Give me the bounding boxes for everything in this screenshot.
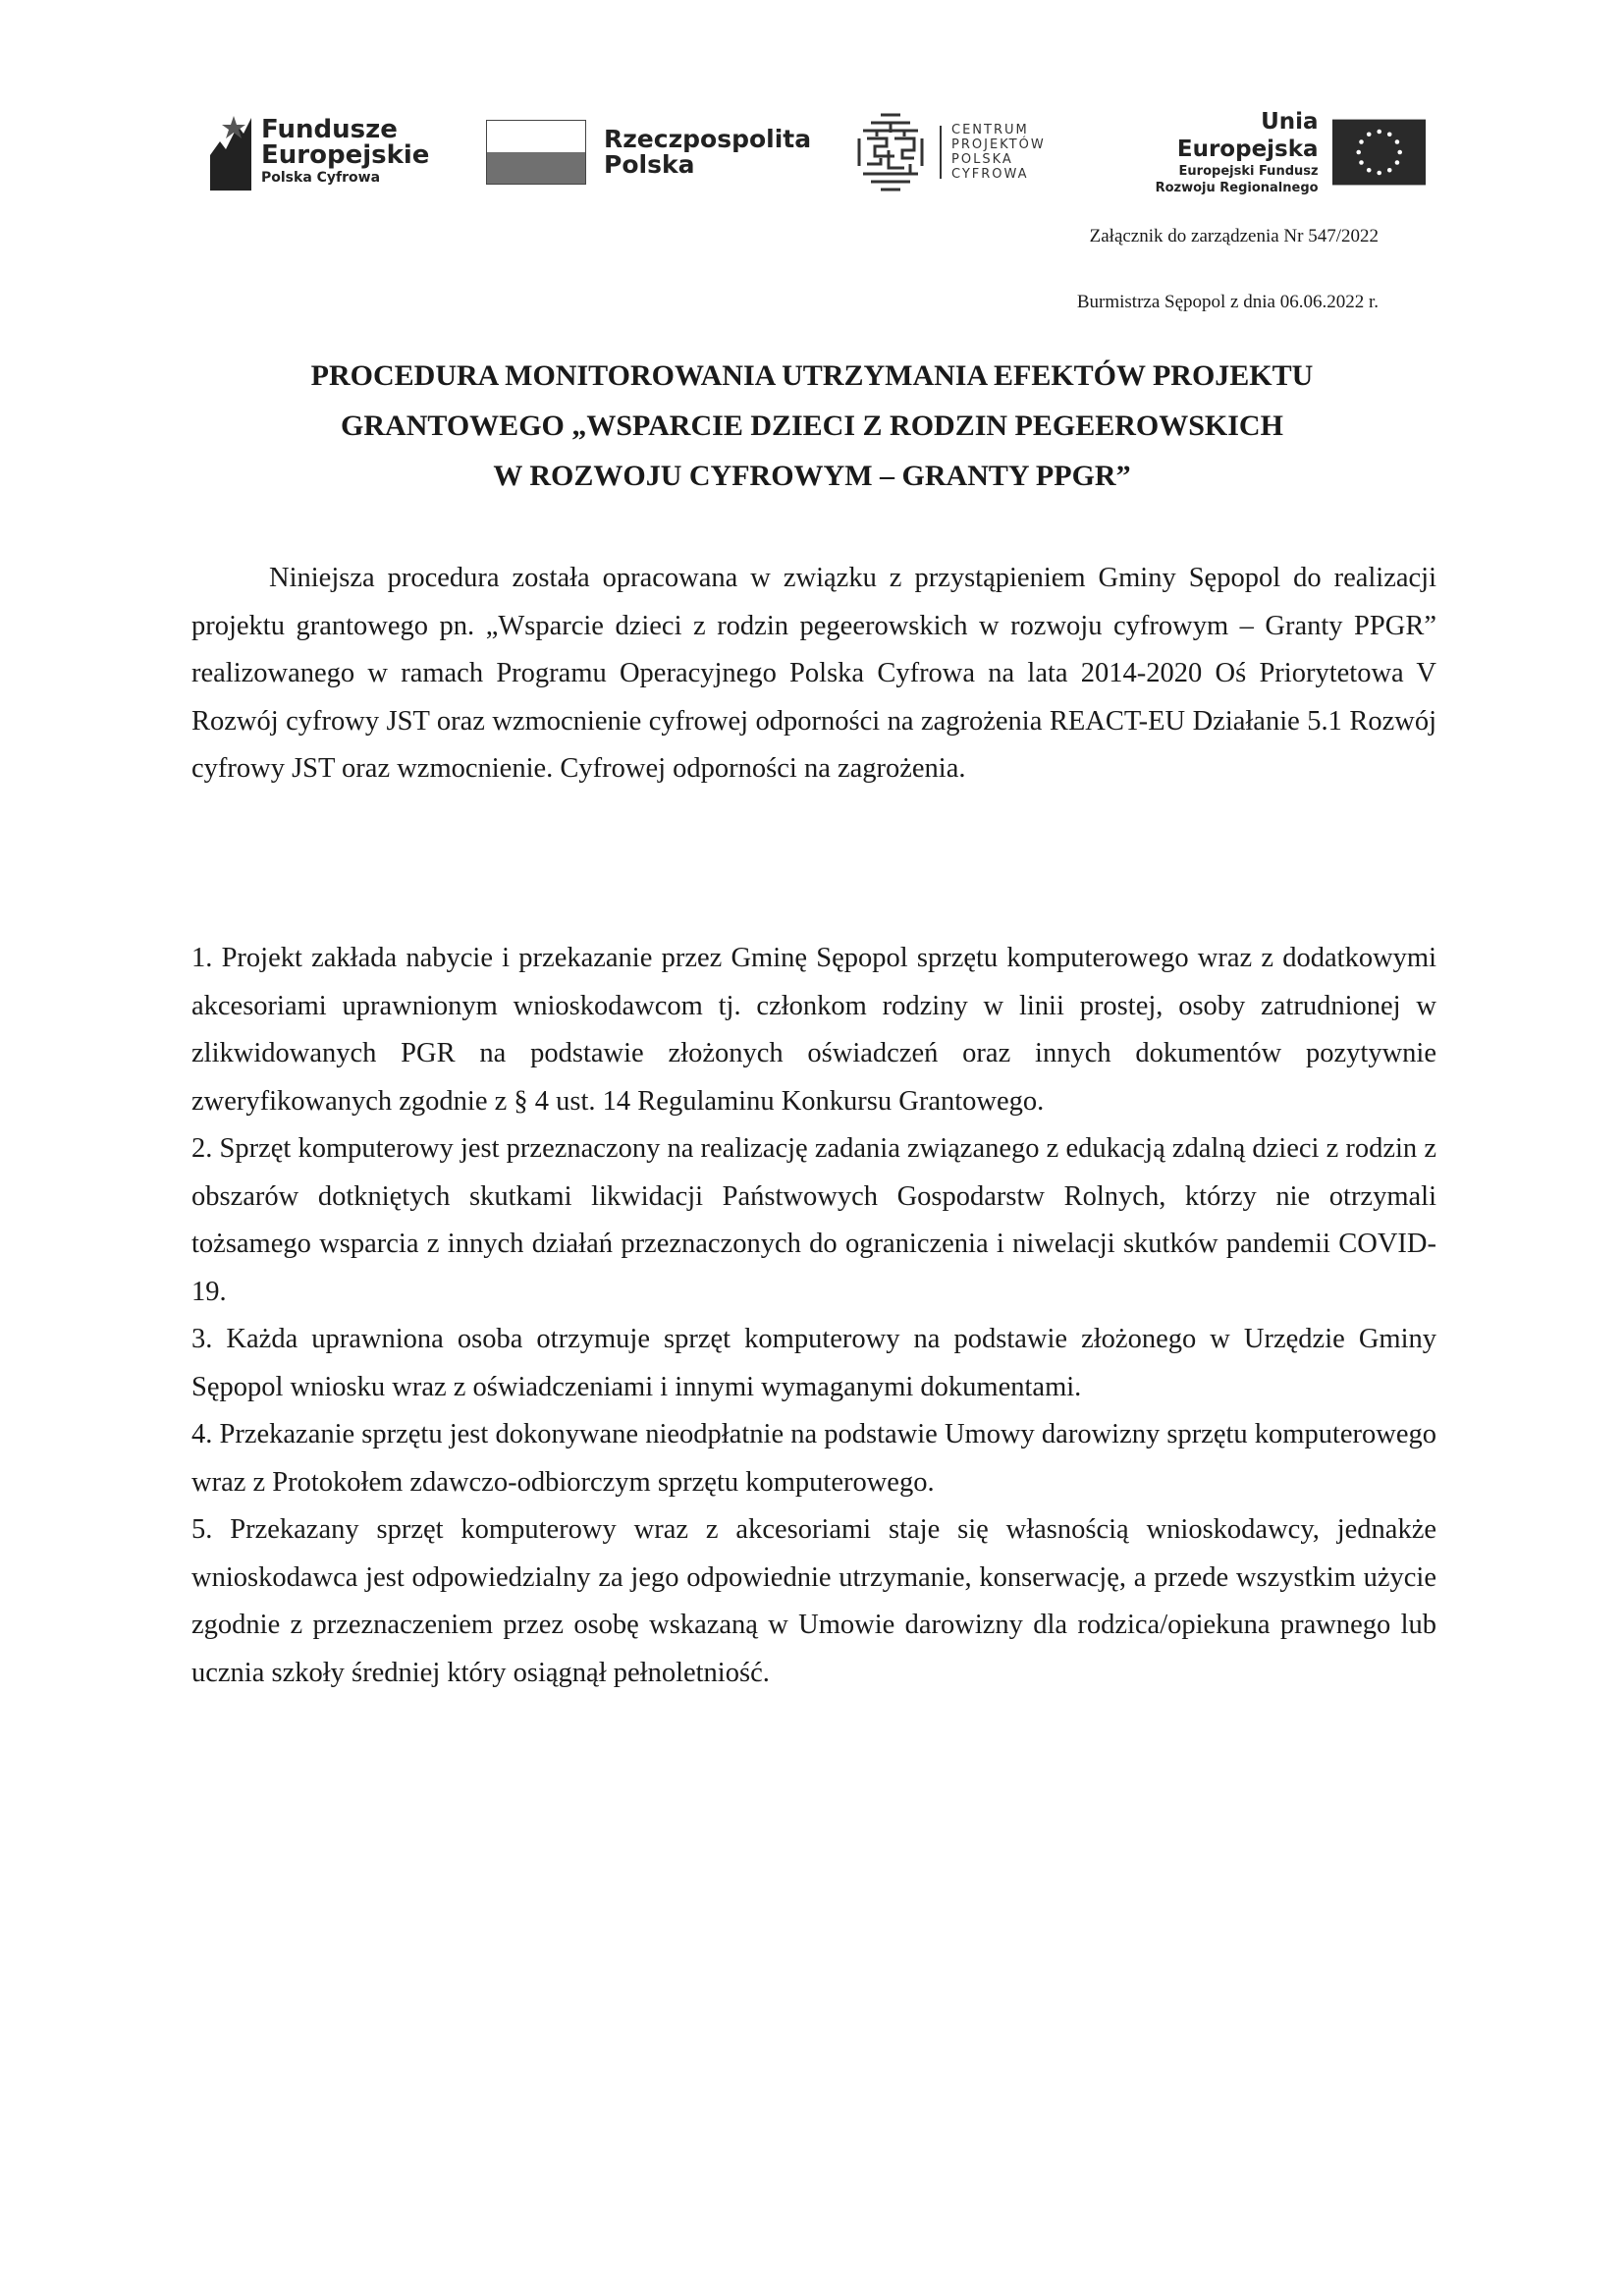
- eu-star-icon: [1359, 139, 1364, 144]
- rp-line1: Rzeczpospolita: [604, 125, 812, 153]
- eu-star-icon: [1397, 150, 1402, 155]
- eu-star-icon: [1386, 132, 1391, 137]
- logo-bar: [208, 108, 1426, 196]
- eu-star-icon: [1366, 168, 1371, 173]
- rzeczpospolita-logo: [486, 108, 811, 196]
- cpp-line1: CENTRUM: [951, 123, 1029, 137]
- maze-icon: [851, 111, 930, 193]
- procedure-point: 5. Przekazany sprzęt komputerowy wraz z akcesoriami staje się własnością wnioskodawcy, jednakże wnioskodawca jest odpowiedzialny za jego odpowiednie utrzymanie, konserwację, a przede wszystkim użycie zgodnie z przeznaczeniem przez osobę wskazaną w Umowie darowizny dla rodzica/opiekuna prawnego lub ucznia szkoły średniej który osiągnął pełnoletniość.: [191, 1514, 1436, 1688]
- centrum-projektow-logo: [851, 108, 1046, 196]
- intro-paragraph: Niniejsza procedura została opracowana w związku z przystąpieniem Gminy Sępopol do realizacji projektu grantowego pn. „Wsparcie dzieci z rodzin pegeerowskich w rozwoju cyfrowym – Granty PPGR” realizowanego w ramach Programu Operacyjnego Polska Cyfrowa na lata 2014-2020 Oś Priorytetowa V Rozwój cyfrowy JST oraz wzmocnienie cyfrowej odporności na zagrożenia REACT-EU Działanie 5.1 Rozwój cyfrowy JST oraz wzmocnienie. Cyfrowej odporności na zagrożenia.: [191, 563, 1436, 784]
- fundusze-europejskie-logo: [208, 108, 429, 196]
- ue-line1: Unia Europejska: [1176, 109, 1319, 162]
- polish-flag-icon: [486, 120, 586, 185]
- eu-star-icon: [1377, 130, 1381, 135]
- fundusze-line1: Fundusze: [261, 115, 398, 144]
- cpp-line2: PROJEKTÓW: [951, 137, 1046, 152]
- procedure-point: 1. Projekt zakłada nabycie i przekazanie przez Gminę Sępopol sprzętu komputerowego wraz z dodatkowymi akcesoriami uprawnionym wnioskodawcom tj. członkom rodziny w linii prostej, osoby zatrudnionej w zlikwidowanych PGR na podstawie złożonych oświadczeń oraz innych dokumentów pozytywnie zweryfikowanych zgodnie z § 4 ust. 14 Regulaminu Konkursu Grantowego.: [191, 943, 1436, 1117]
- annex-reference: Załącznik do zarządzenia Nr 547/2022: [1089, 226, 1379, 246]
- eu-star-icon: [1394, 160, 1399, 165]
- procedure-point: 3. Każda uprawniona osoba otrzymuje sprzęt komputerowy na podstawie złożonego w Urzędzie Gminy Sępopol wniosku wraz z oświadczeniami i innymi wymaganymi dokumentami.: [191, 1324, 1436, 1402]
- unia-europejska-logo: [1121, 108, 1426, 196]
- page-title: [187, 351, 1437, 501]
- rp-line2: Polska: [604, 150, 695, 179]
- ue-line3: Rozwoju Regionalnego: [1155, 181, 1319, 195]
- procedure-point: 2. Sprzęt komputerowy jest przeznaczony na realizację zadania związanego z edukacją zdalną dzieci z rodzin z obszarów dotkniętych skutkami likwidacji Państwowych Gospodarstw Rolnych, którzy nie otrzymali tożsamego wsparcia z innych działań przeznaczonych do ograniczenia i niwelacji skutków pandemii COVID-19.: [191, 1133, 1436, 1307]
- title-line2: GRANTOWEGO „WSPARCIE DZIECI Z RODZIN PEGEEROWSKICH: [341, 410, 1283, 442]
- eu-star-icon: [1359, 160, 1364, 165]
- procedure-point: 4. Przekazanie sprzętu jest dokonywane nieodpłatnie na podstawie Umowy darowizny sprzętu komputerowego wraz z Protokołem zdawczo-odbiorczym sprzętu komputerowego.: [191, 1419, 1436, 1498]
- eu-star-icon: [1386, 168, 1391, 173]
- procedure-points-list: [191, 935, 1436, 1697]
- eu-star-icon: [1356, 150, 1361, 155]
- eu-flag-icon: [1332, 118, 1426, 187]
- annex-issuer-date: Burmistrza Sępopol z dnia 06.06.2022 r.: [1076, 292, 1379, 312]
- title-line1: PROCEDURA MONITOROWANIA UTRZYMANIA EFEKTÓW PROJEKTU: [310, 359, 1314, 392]
- eu-star-icon: [1377, 171, 1381, 176]
- eu-star-icon: [1366, 132, 1371, 137]
- eu-star-icon: [1394, 139, 1399, 144]
- fundusze-star-icon: [208, 112, 251, 192]
- cpp-line3: POLSKA: [951, 152, 1013, 167]
- fundusze-line3: Polska Cyfrowa: [261, 170, 381, 186]
- ue-line2: Europejski Fundusz: [1178, 164, 1319, 179]
- fundusze-line2: Europejskie: [261, 140, 430, 170]
- title-line3: W ROZWOJU CYFROWYM – GRANTY PPGR”: [493, 460, 1131, 492]
- cpp-line4: CYFROWA: [951, 167, 1029, 182]
